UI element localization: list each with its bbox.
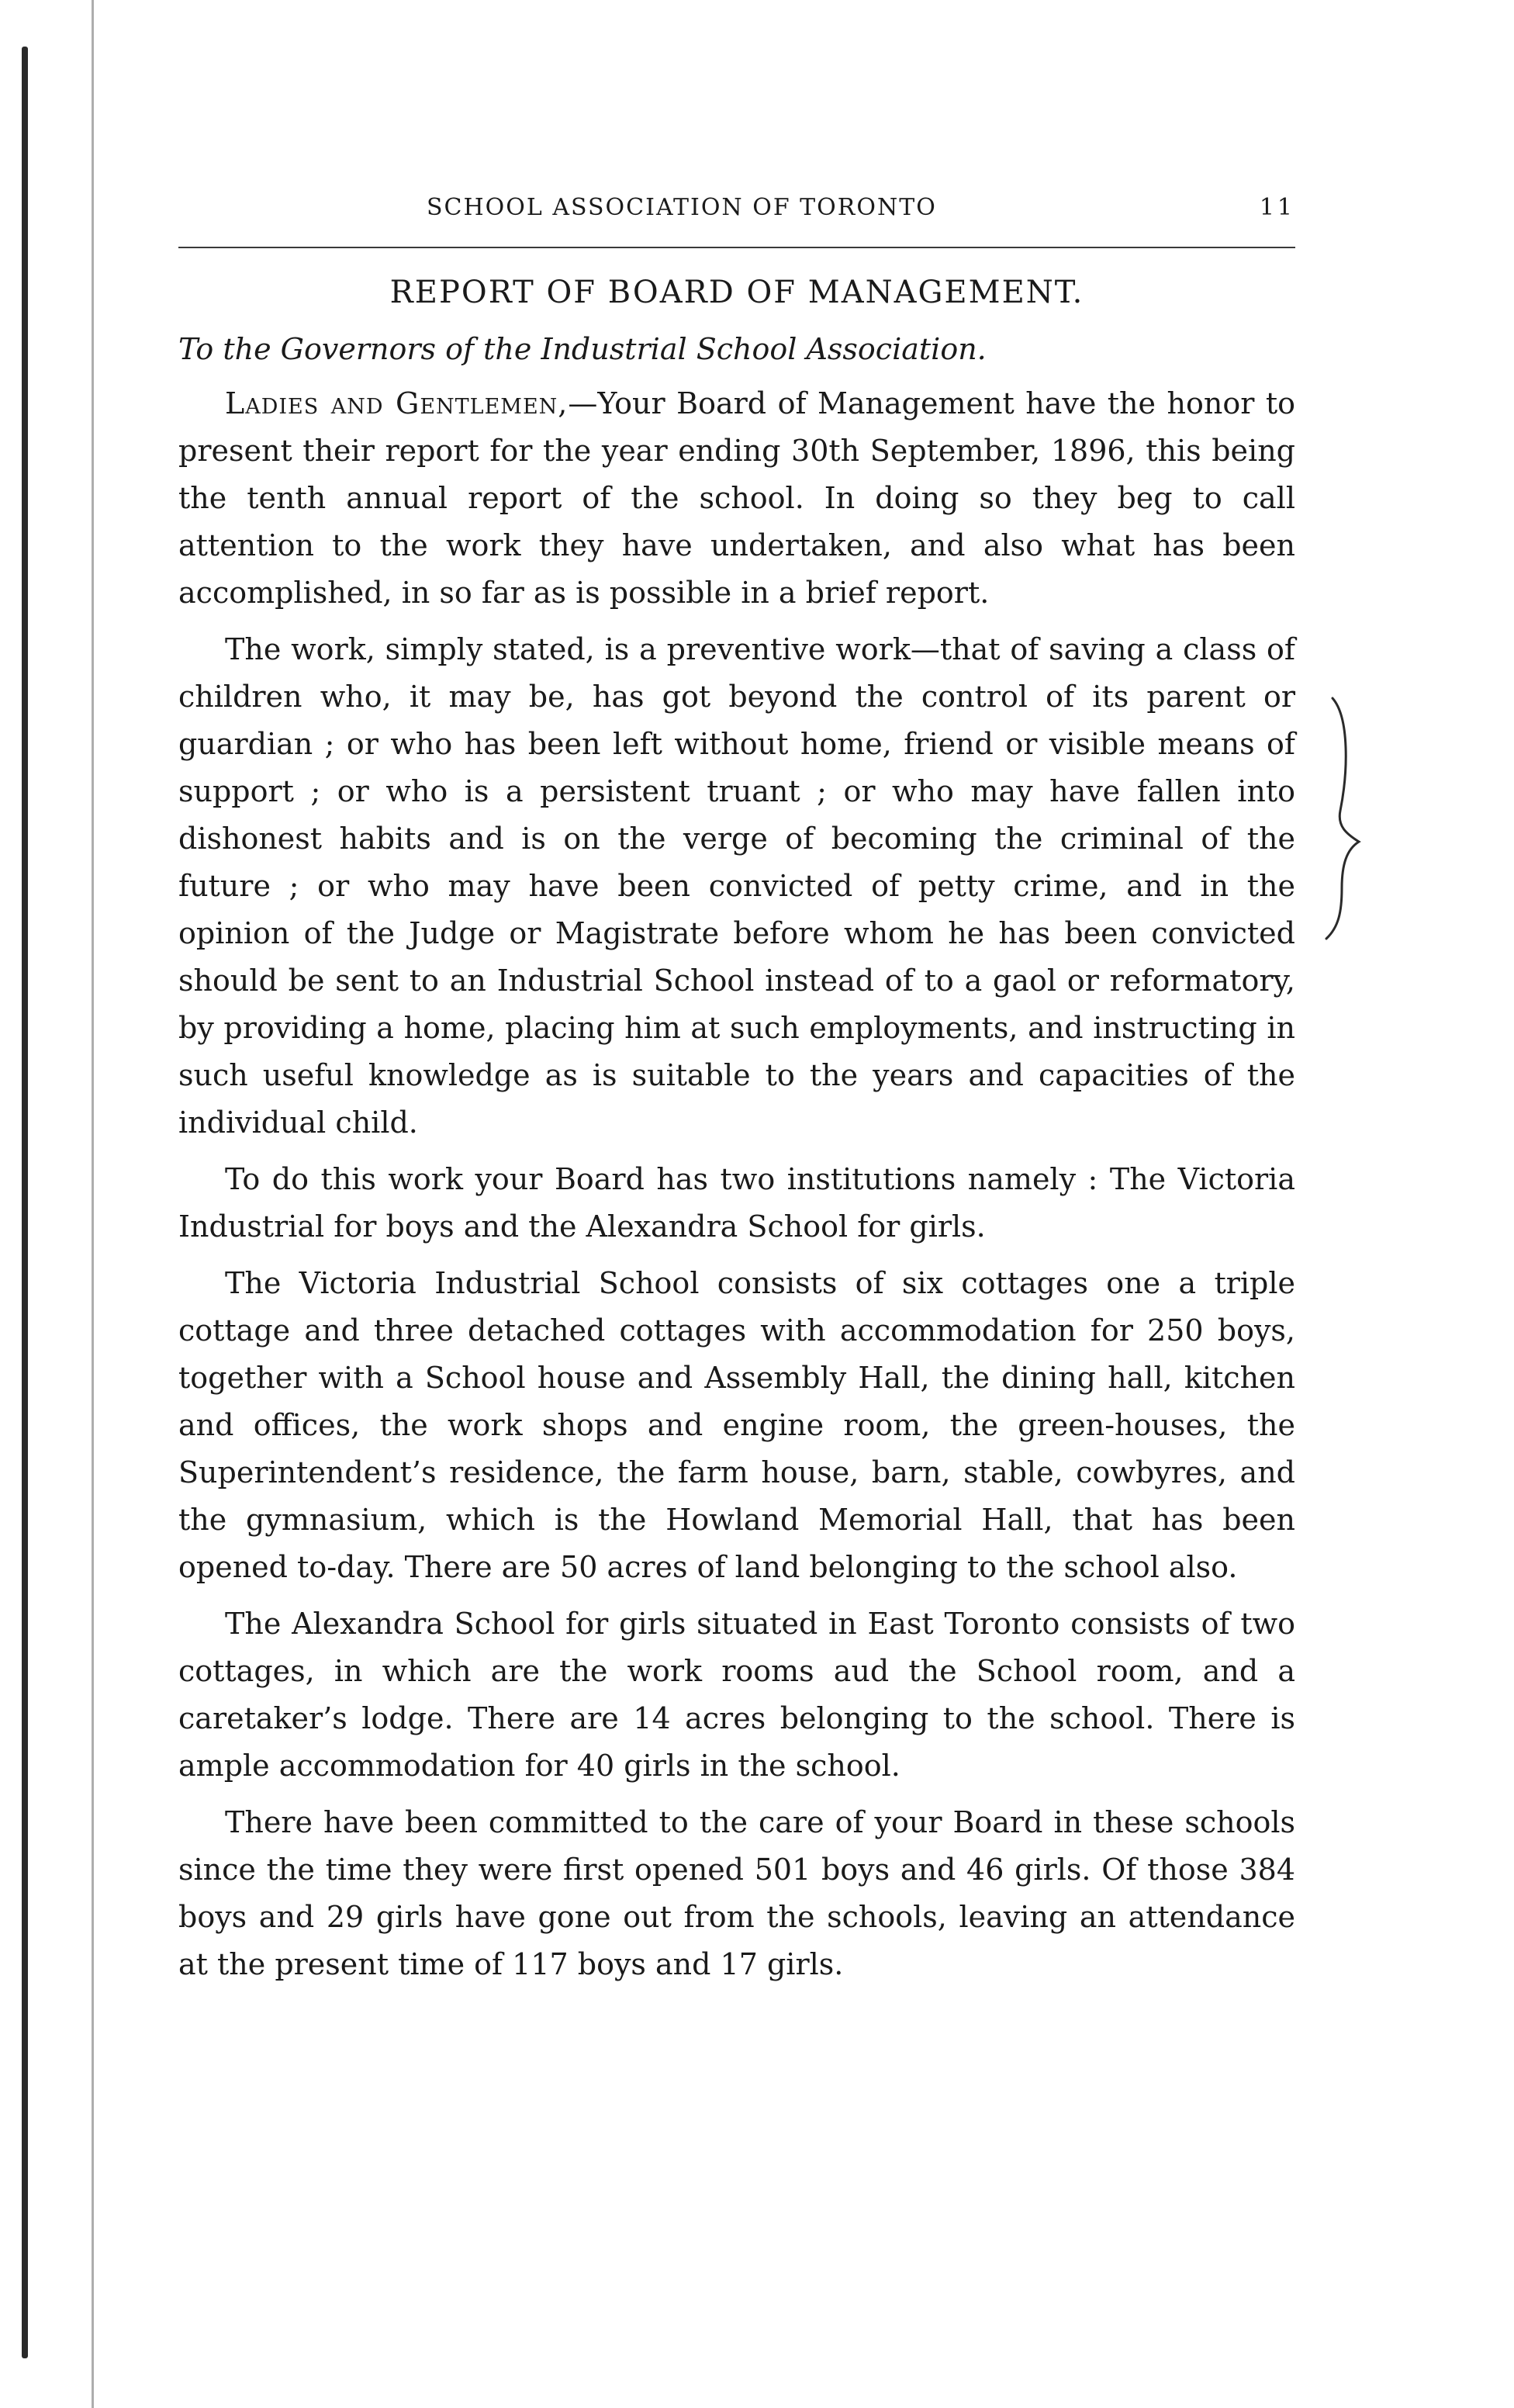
report-title: REPORT OF BOARD OF MANAGEMENT. <box>389 275 1084 310</box>
paragraph-1-text: —Your Board of Management have the honor to present their report for the year ending 30th September, 1896, this being the tenth annual report of the school. In doing so they beg to call attention to the work they have undertaken, and also what has been accomplished, in so far as is possible in a brief report. <box>178 386 1295 610</box>
running-header <box>178 194 1295 240</box>
page-fold-line <box>92 0 94 2408</box>
binding-edge-rule <box>22 47 28 2358</box>
body-paragraph-2: The work, simply stated, is a preventive work—that of saving a class of children who, it may be, has got beyond the control of its parent or guardian ; or who has been left without home, friend or visible means of support ; or who is a persistent truant ; or who may have fallen into dishonest habits and is on the verge of becoming the criminal of the future ; or who may have been convicted of petty crime, and in the opinion of the Judge or Magistrate before whom he has been convicted should be sent to an Industrial School instead of to a gaol or reformatory, by providing a home, placing him at such employments, and instructing in such useful knowledge as is suitable to the years and capacities of the individual child. <box>178 632 1295 1140</box>
page-number: 11 <box>1259 194 1295 221</box>
body-paragraph-5: The Alexandra School for girls situated in East Toronto consists of two cottages, in which are the work rooms aud the School room, and a caretaker’s lodge. There are 14 acres belonging to the school. There is ample accommodation for 40 girls in the school. <box>178 1607 1295 1783</box>
handwritten-bracket-mark <box>1319 694 1365 943</box>
salutation: To the Governors of the Industrial School Association. <box>178 332 987 366</box>
body-paragraph-1 <box>178 380 1295 617</box>
running-title: SCHOOL ASSOCIATION OF TORONTO <box>427 194 937 221</box>
body-paragraph-4: The Victoria Industrial School consists of six cottages one a triple cottage and three detached cottages with accommodation for 250 boys, together with a School house and Assembly Hall, the dining hall, kitchen and offices, the work shops and engine room, the green-houses, the Superintendent’s residence, the farm house, barn, stable, cowbyres, and the gymnasium, which is the Howland Memorial Hall, that has been opened to-day. There are 50 acres of land belonging to the school also. <box>178 1266 1295 1584</box>
body-paragraph-6: There have been committed to the care of your Board in these schools since the time they were first opened 501 boys and 46 girls. Of those 384 boys and 29 girls have gone out from the schools, leaving an attendance at the present time of 117 boys and 17 girls. <box>178 1805 1295 1981</box>
header-rule <box>178 247 1295 248</box>
document-page <box>178 194 1295 1998</box>
opening-smallcaps: Ladies and Gentlemen, <box>225 386 569 420</box>
body-paragraph-3: To do this work your Board has two institutions namely : The Victoria Industrial for boys and the Alexandra School for girls. <box>178 1162 1295 1244</box>
